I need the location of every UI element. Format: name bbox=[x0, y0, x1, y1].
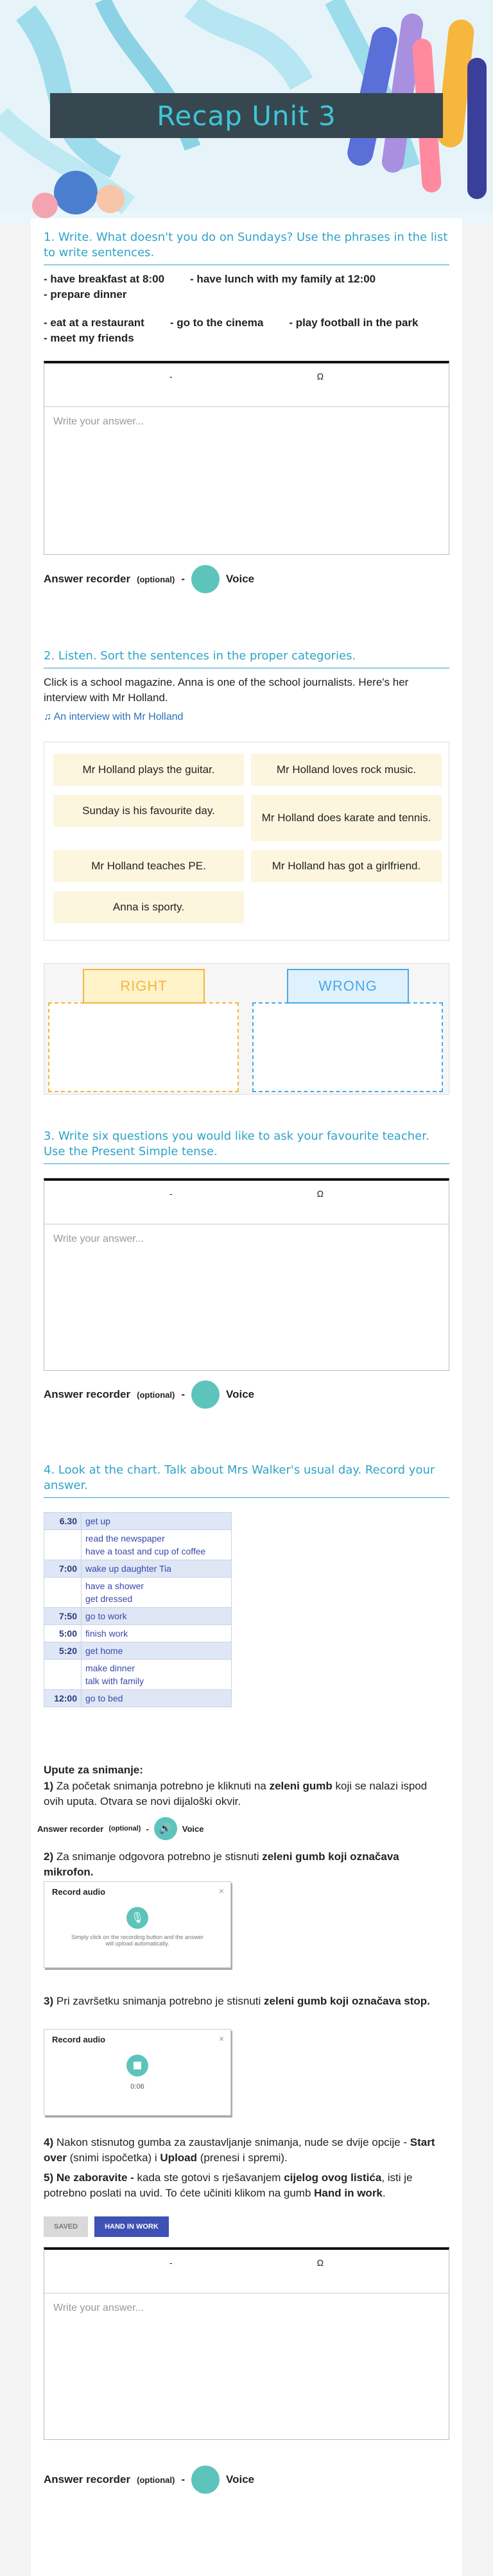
record-button[interactable] bbox=[191, 565, 220, 593]
phrase-item: - have lunch with my family at 12:00 bbox=[190, 273, 376, 285]
activity-line: have a shower bbox=[85, 1581, 144, 1591]
step-text: , isti je potrebno poslati na uvid. To ćete učiniti klikom na gumb bbox=[44, 2171, 413, 2199]
schedule-time: 6.30 bbox=[44, 1513, 82, 1530]
schedule-time bbox=[44, 1660, 82, 1690]
speaker-icon: 🔊 bbox=[154, 1817, 177, 1840]
editor-toolbar bbox=[44, 1181, 449, 1224]
drag-chip[interactable]: Mr Holland plays the guitar. bbox=[53, 754, 244, 786]
hand-in-work-button: HAND IN WORK bbox=[94, 2216, 169, 2237]
format-dash-button[interactable]: - bbox=[169, 371, 173, 381]
question-1-title: 1. Write. What doesn't you do on Sundays? Use the phrases in the list to write sentences. bbox=[44, 230, 449, 265]
special-chars-button[interactable]: Ω bbox=[316, 371, 324, 381]
instruction-step-4 bbox=[44, 2135, 449, 2166]
table-row bbox=[44, 1530, 232, 1560]
drop-zone-wrong[interactable] bbox=[252, 1002, 443, 1092]
special-chars-button[interactable]: Ω bbox=[316, 1188, 324, 1199]
schedule-activity: go to work bbox=[82, 1608, 232, 1625]
schedule-time bbox=[44, 1578, 82, 1608]
schedule-activity bbox=[82, 1660, 232, 1690]
drag-chip[interactable]: Mr Holland loves rock music. bbox=[251, 754, 442, 786]
instruction-step-1 bbox=[44, 1779, 449, 1809]
question-4-title: 4. Look at the chart. Talk about Mrs Walker's usual day. Record your answer. bbox=[44, 1463, 449, 1498]
answer-editor-3[interactable] bbox=[44, 1178, 449, 1371]
activity-line: have a toast and cup of coffee bbox=[85, 1546, 206, 1556]
dialog-title: Record audio bbox=[52, 2035, 106, 2044]
audio-link-text: An interview with Mr Holland bbox=[53, 711, 184, 722]
phrase-item: - eat at a restaurant bbox=[44, 317, 144, 329]
recording-timer: 0:06 bbox=[130, 2083, 144, 2091]
answer-placeholder[interactable]: Write your answer... bbox=[53, 2302, 144, 2313]
dialog-text: Simply click on the recording button and the answer will upload automatically. bbox=[71, 1934, 204, 1947]
answer-recorder-1 bbox=[44, 565, 254, 593]
activity-line: get dressed bbox=[85, 1594, 133, 1604]
close-icon: × bbox=[218, 2033, 224, 2044]
step-emphasis: Ne zaboravite - bbox=[56, 2171, 134, 2184]
step-number: 4) bbox=[44, 2136, 54, 2148]
step-text: kada ste gotovi s rješavanjem bbox=[134, 2171, 284, 2184]
question-3-title: 3. Write six questions you would like to ask your favourite teacher. Use the Present Simple tense. bbox=[44, 1129, 449, 1164]
recorder-voice-label: Voice bbox=[226, 573, 255, 585]
hand-in-buttons-example bbox=[44, 2216, 169, 2237]
step-text: koji se nalazi ispod ovih uputa. Otvara se novi dijaloški okvir. bbox=[44, 1780, 428, 1807]
category-right-label: RIGHT bbox=[83, 969, 205, 1004]
activity-line: read the newspaper bbox=[85, 1533, 165, 1544]
step-number: 3) bbox=[44, 1995, 54, 2007]
schedule-time: 7:50 bbox=[44, 1608, 82, 1625]
step-number: 1) bbox=[44, 1780, 54, 1792]
category-wrong-label: WRONG bbox=[287, 969, 409, 1004]
question-4 bbox=[44, 1463, 449, 1498]
step-emphasis: Hand in work bbox=[314, 2187, 383, 2199]
recorder-dash: - bbox=[181, 1388, 186, 1400]
worksheet-card bbox=[31, 218, 462, 2576]
category-drop-area bbox=[44, 963, 449, 1095]
phrase-item: - have breakfast at 8:00 bbox=[44, 273, 165, 285]
recorder-voice-label: Voice bbox=[226, 1388, 255, 1400]
answer-editor-1[interactable] bbox=[44, 361, 449, 555]
schedule-activity: get home bbox=[82, 1642, 232, 1660]
daily-schedule-table bbox=[44, 1512, 232, 1707]
step-text: . bbox=[382, 2187, 386, 2199]
page-title: Recap Unit 3 bbox=[157, 100, 336, 132]
recorder-voice-label: Voice bbox=[182, 1823, 204, 1834]
schedule-activity bbox=[82, 1578, 232, 1608]
step-emphasis: zeleni gumb koji označava mikrofon. bbox=[44, 1850, 399, 1878]
step-text: Pri završetku snimanja potrebno je stisnuti bbox=[56, 1995, 264, 2007]
format-dash-button[interactable]: - bbox=[169, 1188, 173, 1199]
answer-editor-4[interactable] bbox=[44, 2247, 449, 2440]
recorder-optional: (optional) bbox=[137, 574, 175, 584]
question-2 bbox=[44, 648, 449, 725]
editor-toolbar bbox=[44, 363, 449, 407]
phrase-item: - play football in the park bbox=[289, 317, 419, 329]
schedule-time: 5:00 bbox=[44, 1625, 82, 1642]
step-emphasis: Upload bbox=[160, 2152, 198, 2164]
activity-line: make dinner bbox=[85, 1663, 135, 1673]
step-text: Nakon stisnutog gumba za zaustavljanje snimanja, nude se dvije opcije - bbox=[56, 2136, 410, 2148]
step-emphasis: zeleni gumb koji označava stop. bbox=[264, 1995, 430, 2007]
step-text: (prenesi i spremi). bbox=[197, 2152, 288, 2164]
recorder-dash: - bbox=[181, 2473, 186, 2485]
table-row bbox=[44, 1608, 232, 1625]
drag-chip[interactable]: Mr Holland does karate and tennis. bbox=[251, 795, 442, 841]
schedule-time: 7:00 bbox=[44, 1560, 82, 1578]
record-button[interactable] bbox=[191, 2466, 220, 2494]
step-text: Za snimanje odgovora potrebno je stisnuti bbox=[56, 1850, 263, 1863]
phrase-item: - prepare dinner bbox=[44, 288, 127, 300]
answer-placeholder[interactable]: Write your answer... bbox=[53, 1233, 144, 1244]
schedule-activity bbox=[82, 1530, 232, 1560]
schedule-activity: finish work bbox=[82, 1625, 232, 1642]
question-2-title: 2. Listen. Sort the sentences in the proper categories. bbox=[44, 648, 449, 668]
microphone-icon: 🎙 bbox=[126, 1907, 148, 1929]
sortable-chips-area bbox=[44, 742, 449, 941]
header-banner bbox=[0, 0, 493, 225]
recorder-voice-label: Voice bbox=[226, 2473, 255, 2485]
recorder-label: Answer recorder bbox=[44, 1388, 131, 1400]
step-emphasis: Start over bbox=[44, 2136, 435, 2164]
step-emphasis: cijelog ovog listića bbox=[284, 2171, 382, 2184]
instruction-step-5 bbox=[44, 2170, 449, 2201]
drag-chip[interactable]: Mr Holland teaches PE. bbox=[53, 850, 244, 882]
answer-placeholder[interactable]: Write your answer... bbox=[53, 416, 144, 427]
table-row bbox=[44, 1660, 232, 1690]
record-button[interactable] bbox=[191, 1380, 220, 1409]
phrase-item: - go to the cinema bbox=[169, 317, 264, 329]
audio-link[interactable] bbox=[44, 709, 449, 725]
question-2-intro: Click is a school magazine. Anna is one of the school journalists. Here's her interview with Mr Holland. bbox=[44, 676, 409, 704]
step-number: 2) bbox=[44, 1850, 54, 1863]
table-row bbox=[44, 1560, 232, 1578]
format-dash-button[interactable]: - bbox=[169, 2258, 173, 2268]
phrase-item: - meet my friends bbox=[44, 332, 134, 344]
recorder-example bbox=[37, 1817, 204, 1840]
answer-recorder-3 bbox=[44, 1380, 254, 1409]
recorder-optional: (optional) bbox=[137, 2475, 175, 2485]
schedule-activity: wake up daughter Tia bbox=[82, 1560, 232, 1578]
schedule-time: 5:20 bbox=[44, 1642, 82, 1660]
title-bar bbox=[50, 93, 443, 138]
table-row bbox=[44, 1642, 232, 1660]
schedule-time bbox=[44, 1530, 82, 1560]
special-chars-button[interactable]: Ω bbox=[316, 2258, 324, 2268]
instruction-step-3 bbox=[44, 1994, 449, 2009]
editor-toolbar bbox=[44, 2250, 449, 2293]
activity-line: talk with family bbox=[85, 1676, 144, 1686]
dialog-title: Record audio bbox=[52, 1887, 106, 1897]
question-1 bbox=[44, 230, 449, 346]
schedule-activity: get up bbox=[82, 1513, 232, 1530]
drag-chip[interactable]: Mr Holland has got a girlfriend. bbox=[251, 850, 442, 882]
table-row bbox=[44, 1690, 232, 1707]
question-3 bbox=[44, 1129, 449, 1164]
recorder-optional: (optional) bbox=[108, 1825, 141, 1832]
close-icon: × bbox=[218, 1886, 224, 1896]
saved-button: SAVED bbox=[44, 2216, 88, 2237]
schedule-time: 12:00 bbox=[44, 1690, 82, 1707]
record-dialog-mic-screenshot bbox=[44, 1881, 231, 1968]
instructions-heading: Upute za snimanje: bbox=[44, 1764, 143, 1776]
recorder-optional: (optional) bbox=[137, 1389, 175, 1400]
step-emphasis: zeleni gumb bbox=[269, 1780, 333, 1792]
recorder-label: Answer recorder bbox=[37, 1823, 104, 1834]
step-number: 5) bbox=[44, 2171, 54, 2184]
drag-chip[interactable]: Sunday is his favourite day. bbox=[53, 795, 244, 827]
stop-icon bbox=[126, 2055, 148, 2076]
table-row bbox=[44, 1625, 232, 1642]
table-row bbox=[44, 1513, 232, 1530]
record-dialog-stop-screenshot bbox=[44, 2029, 231, 2116]
drag-chip[interactable]: Anna is sporty. bbox=[53, 891, 244, 923]
instruction-step-2 bbox=[44, 1849, 449, 1880]
recorder-dash: - bbox=[181, 573, 186, 585]
recorder-label: Answer recorder bbox=[44, 573, 131, 585]
drop-zone-right[interactable] bbox=[48, 1002, 239, 1092]
recorder-label: Answer recorder bbox=[44, 2473, 131, 2485]
music-note-icon: ♫ bbox=[44, 711, 54, 722]
recorder-dash: - bbox=[146, 1823, 149, 1834]
phrase-list bbox=[44, 272, 449, 346]
step-text: Za početak snimanja potrebno je kliknuti na bbox=[56, 1780, 270, 1792]
schedule-activity: go to bed bbox=[82, 1690, 232, 1707]
answer-recorder-4 bbox=[44, 2466, 254, 2494]
step-text: (snimi ispočetka) i bbox=[66, 2152, 160, 2164]
table-row bbox=[44, 1578, 232, 1608]
